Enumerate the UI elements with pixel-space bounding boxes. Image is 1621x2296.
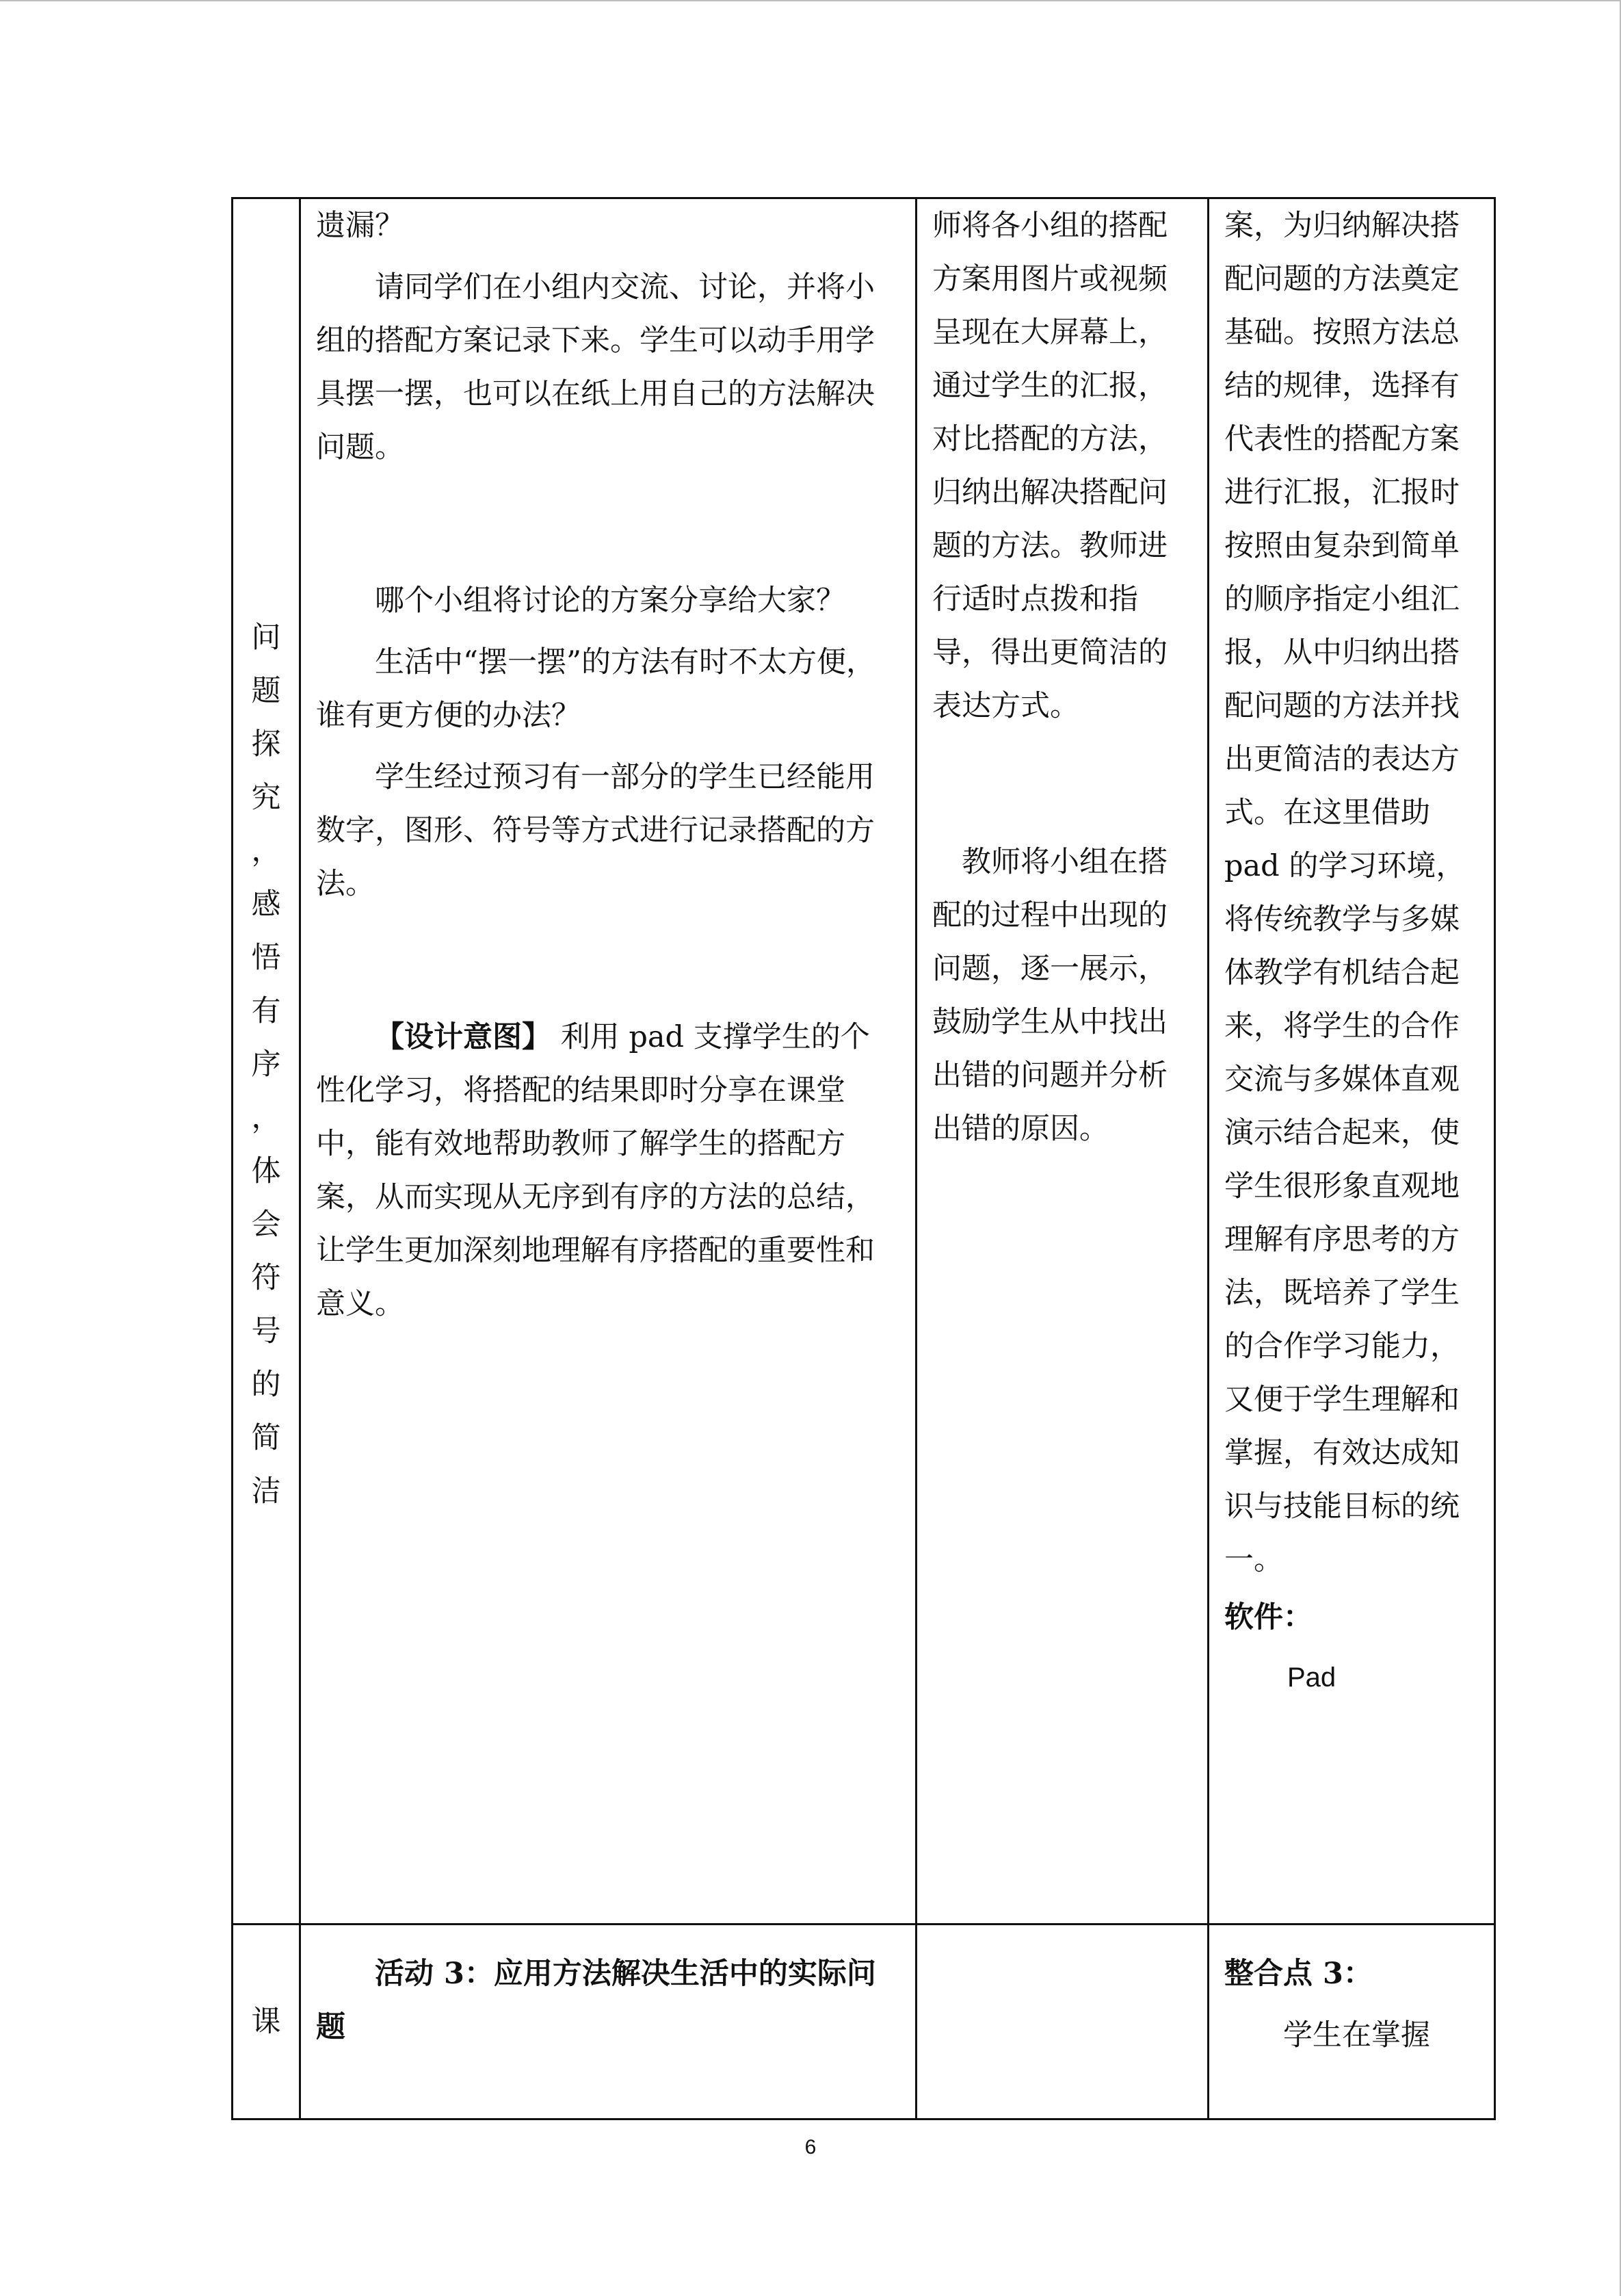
teacher-activity-cell xyxy=(917,198,1209,1925)
integration-intent-cell xyxy=(1209,1925,1495,2119)
activity-text: 遗漏？ xyxy=(316,209,404,243)
design-intent-paragraph xyxy=(316,1010,888,1331)
lesson-plan-table xyxy=(231,197,1496,2120)
stage-title-char: 会 xyxy=(251,1208,281,1242)
stage-title-char: 感 xyxy=(251,887,281,922)
integration-intent-cell xyxy=(1209,198,1495,1925)
stage-title-char: 题 xyxy=(251,674,281,708)
stage-title-char: 究 xyxy=(251,781,281,815)
design-intent-text: 利用 pad 支撑学生的个性化学习，将搭配的结果即时分享在课堂中，能有效地帮助教师了解学生的搭配方案，从而实现从无序到有序的方法的总结，让学生更加深刻地理解有序搭配的重要性和意义。 xyxy=(316,1020,875,1321)
activity-text: 哪个小组将讨论的方案分享给大家？ xyxy=(375,584,845,618)
stage-title-char: 悟 xyxy=(251,941,281,975)
design-intent-label: 【设计意图】 xyxy=(375,1020,551,1054)
intent-text: 案，为归纳解决搭配问题的方法奠定基础。按照方法总结的规律，选择有代表性的搭配方案进行汇报，汇报时按照由复杂到简单的顺序指定小组汇报，从中归纳出搭配问题的方法并找出更简洁的表达方式。在这里借助 pad 的学习环境，将传统教学与多媒体教学有机结合起来，将学生的合作交流与多媒体直观演示结合起来，使学生很形象直观地理解有序思考的方法，既培养了学生的合作学习能力，又便于学生理解和掌握，有效达成知识与技能目标的统一。 xyxy=(1224,209,1466,1577)
stage-title-char: 探 xyxy=(251,727,281,761)
activity-text: 请同学们在小组内交流、讨论，并将小组的搭配方案记录下来。学生可以动手用学具摆一摆，也可以在纸上用自己的方法解决问题。 xyxy=(316,270,875,465)
stage-title-char: 洁 xyxy=(251,1474,281,1509)
stage-title-char: ， xyxy=(251,1101,281,1135)
integration-point-label: 整合点 3： xyxy=(1224,1957,1373,1991)
page-edge-top xyxy=(0,0,1621,1)
stage-title-char: 有 xyxy=(251,994,281,1028)
stage-title-char: 简 xyxy=(251,1421,281,1455)
stage-title-char: 号 xyxy=(251,1314,281,1348)
stage-title-char: 的 xyxy=(251,1368,281,1402)
stage-cell xyxy=(233,1925,300,2119)
activity-text: 生活中“摆一摆”的方法有时不太方便，谁有更方便的办法？ xyxy=(316,645,875,733)
activity-heading: 活动 3：应用方法解决生活中的实际问题 xyxy=(316,1957,876,2044)
stage-title-vertical xyxy=(233,611,299,1518)
stage-title-char: 体 xyxy=(251,1154,281,1188)
teacher-text: 教师将小组在搭配的过程中出现的问题，逐一展示，鼓励学生从中找出出错的问题并分析出错的原因。 xyxy=(932,845,1168,1146)
stage-title-partial: 课 xyxy=(251,2005,281,2039)
activity-text: 学生经过预习有一部分的学生已经能用数字，图形、符号等方式进行记录搭配的方法。 xyxy=(316,760,875,901)
stage-title-char: 符 xyxy=(251,1261,281,1295)
teacher-text: 师将各小组的搭配方案用图片或视频呈现在大屏幕上，通过学生的汇报，对比搭配的方法，归纳出解决搭配问题的方法。教师进行适时点拨和指导，得出更简洁的表达方式。 xyxy=(932,209,1168,723)
stage-title-char: 问 xyxy=(251,621,281,655)
software-label: 软件： xyxy=(1224,1600,1313,1634)
page-number: 6 xyxy=(804,2136,817,2158)
table-row xyxy=(233,198,1495,1925)
integration-point-text: 学生在掌握 xyxy=(1283,2018,1430,2052)
table-row xyxy=(233,1925,1495,2119)
teacher-activity-cell xyxy=(917,1925,1209,2119)
software-value: Pad xyxy=(1287,1662,1336,1693)
stage-title-char: ， xyxy=(251,834,281,868)
stage-title-char: 序 xyxy=(251,1047,281,1082)
student-activity-cell xyxy=(300,1925,917,2119)
student-activity-cell xyxy=(300,198,917,1925)
stage-cell xyxy=(233,198,300,1925)
